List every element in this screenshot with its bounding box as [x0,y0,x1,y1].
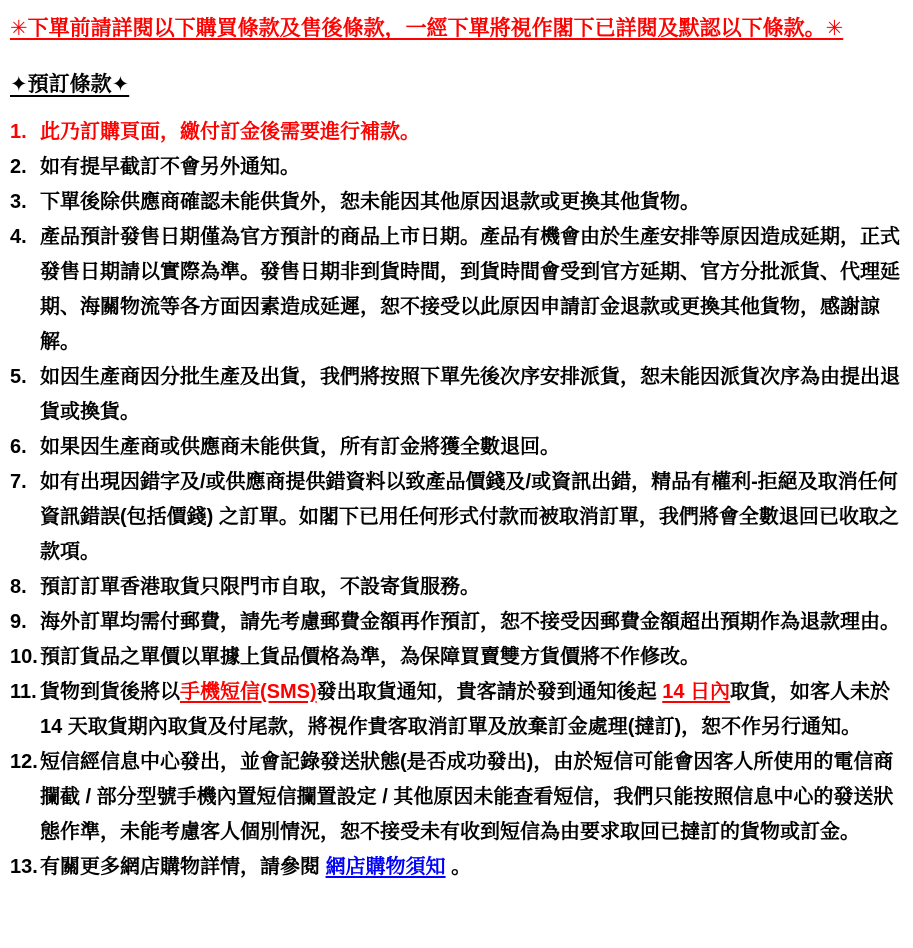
text-segment: 下單後除供應商確認未能供貨外，恕未能因其他原因退款或更換其他貨物。 [40,190,700,213]
terms-item-3 [10,185,901,220]
text-segment: 發出取貨通知，貴客請於發到通知後起 [316,680,663,703]
text-segment: 貨物到貨後將以 [40,680,180,703]
item-number: 13. [10,855,38,878]
text-segment: 如因生產商因分批生產及出貨，我們將按照下單先後次序安排派貨，恕未能因派貨次序為由提出退貨或換貨。 [40,365,900,423]
item-number: 6. [10,435,27,458]
highlight-red-underline: 手機短信(SMS) [180,680,317,703]
text-segment: 如果因生產商或供應商未能供貨，所有訂金將獲全數退回。 [40,435,560,458]
item-number: 7. [10,470,27,493]
section-heading-preorder-terms: ✦預訂條款✦ [10,73,130,97]
item-number: 3. [10,190,27,213]
item-text [40,191,700,213]
item-number: 4. [10,225,27,248]
item-text [40,366,900,423]
item-text [40,436,560,458]
text-segment: 取貨，如客人未於 14 天取貨期內取貨及付尾款，將視作貴客取消訂單及放棄訂金處理(撻訂)，恕不作另行通知。 [40,680,891,738]
item-number: 8. [10,575,27,598]
terms-item-5 [10,360,901,430]
item-number: 10. [10,645,38,668]
text-segment: 。 [445,855,472,878]
item-text [40,751,893,843]
item-number: 2. [10,155,27,178]
item-text [40,156,300,178]
terms-item-1 [10,115,901,150]
text-segment: 有關更多網店購物詳情，請參閱 [40,855,326,878]
item-text [40,646,700,668]
text-segment: 產品預計發售日期僅為官方預計的商品上市日期。產品有機會由於生產安排等原因造成延期，正式發售日期請以實際為準。發售日期非到貨時間，到貨時間會受到官方延期、官方分批派貨、代理延期、海關物流等各方面因素造成延遲，恕不接受以此原因申請訂金退款或更換其他貨物，感謝諒解。 [40,225,900,353]
text-segment: 海外訂單均需付郵費，請先考慮郵費金額再作預訂，恕不接受因郵費金額超出預期作為退款理由。 [40,610,900,633]
terms-list [10,115,901,885]
terms-item-13 [10,850,901,885]
text-segment: 預訂訂單香港取貨只限門市自取，不設寄貨服務。 [40,575,480,598]
terms-item-12 [10,745,901,850]
item-text [40,856,471,878]
item-number: 11. [10,680,37,703]
item-number: 5. [10,365,27,388]
text-segment: 如有提早截訂不會另外通知。 [40,155,300,178]
terms-item-11 [10,675,901,745]
item-text [40,226,900,353]
terms-item-8 [10,570,901,605]
terms-item-10 [10,640,901,675]
item-text [40,471,899,563]
highlight-red-underline: 14 日內 [662,680,731,703]
item-number: 1. [10,120,27,143]
terms-item-4 [10,220,901,360]
item-text [40,576,480,598]
item-text [40,681,890,738]
item-number: 12. [10,750,38,773]
highlight-red: 此乃訂購頁面，繳付訂金後需要進行補款。 [40,120,420,143]
terms-item-7 [10,465,901,570]
item-text [40,611,900,633]
text-segment: 如有出現因錯字及/或供應商提供錯資料以致產品價錢及/或資訊出錯，精品有權利-拒絕及取消任何資訊錯誤(包括價錢) 之訂單。如閣下已用任何形式付款而被取消訂單，我們將會全數退回已收取之款項。 [40,470,899,563]
text-segment: 短信經信息中心發出，並會記錄發送狀態(是否成功發出)，由於短信可能會因客人所使用的電信商攔截 / 部分型號手機內置短信攔置設定 / 其他原因未能查看短信，我們只能按照信息中心的發送狀態作準，未能考慮客人個別情況，恕不接受未有收到短信為由要求取回已撻訂的貨物或訂金。 [40,750,894,843]
item-number: 9. [10,610,27,633]
terms-item-2 [10,150,901,185]
item-text [40,121,420,143]
shop-guide-link[interactable]: 網店購物須知 [325,855,446,878]
text-segment: 預訂貨品之單價以單據上貨品價格為準，為保障買賣雙方貨價將不作修改。 [40,645,700,668]
terms-item-9 [10,605,901,640]
page-title: ✳下單前請詳閱以下購買條款及售後條款，一經下單將視作閣下已詳閱及默認以下條款。✳ [10,17,844,40]
terms-item-6 [10,430,901,465]
